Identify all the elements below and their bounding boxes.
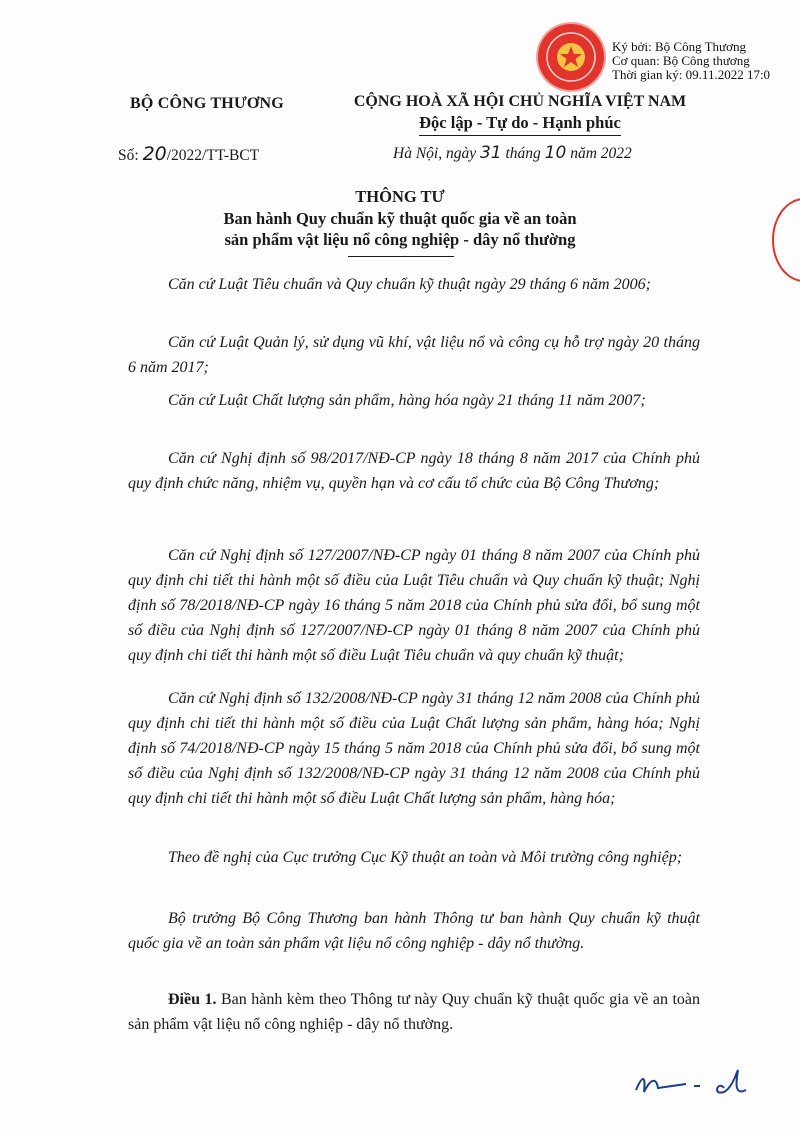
date-month: 10: [544, 143, 567, 163]
national-motto: Độc lập - Tự do - Hạnh phúc: [419, 112, 621, 136]
document-number: [118, 143, 259, 165]
star-emblem-icon: [538, 24, 604, 90]
number-prefix: Số:: [118, 147, 139, 164]
title-underline: [348, 256, 454, 257]
red-seal-stamp: [538, 24, 604, 90]
signed-time: Thời gian ký: 09.11.2022 17:0: [612, 67, 771, 82]
paragraph: Căn cứ Luật Tiêu chuẩn và Quy chuẩn kỹ thuật ngày 29 tháng 6 năm 2006;: [168, 276, 651, 293]
issuing-ministry: BỘ CÔNG THƯƠNG: [130, 95, 284, 112]
number-suffix: /2022/TT-BCT: [166, 147, 260, 164]
handwritten-initials: [628, 1066, 768, 1106]
issue-date: [393, 143, 632, 163]
date-day: 31: [479, 143, 502, 163]
document-title: [0, 208, 800, 250]
paragraph: Căn cứ Luật Chất lượng sản phẩm, hàng hóa ngày 21 tháng 11 năm 2007;: [168, 392, 646, 409]
paragraph: Căn cứ Nghị định số 98/2017/NĐ-CP ngày 18 tháng 8 năm 2017 của Chính phủ quy định chức năng, nhiệm vụ, quyền hạn và cơ cấu tổ chức của Bộ Công Thương;: [128, 450, 700, 492]
title-line-1: Ban hành Quy chuẩn kỹ thuật quốc gia về an toàn: [223, 209, 577, 228]
signing-agency: Cơ quan: Bộ Công thương: [612, 53, 750, 68]
paragraph: Bộ trưởng Bộ Công Thương ban hành Thông tư ban hành Quy chuẩn kỹ thuật quốc gia về an toàn sản phẩm vật liệu nổ công nghiệp - dây nổ thường.: [128, 910, 700, 952]
document-type: THÔNG TƯ: [355, 187, 445, 206]
article-1-label: Điều 1.: [168, 991, 217, 1008]
article-1-text: Ban hành kèm theo Thông tư này Quy chuẩn kỹ thuật quốc gia về an toàn sản phẩm vật liệu nổ công nghiệp - dây nổ thường.: [128, 991, 700, 1033]
date-year: năm 2022: [570, 145, 632, 162]
number-handwritten: 20: [142, 143, 167, 165]
paragraph: Căn cứ Luật Quản lý, sử dụng vũ khí, vật liệu nổ và công cụ hỗ trợ ngày 20 tháng 6 năm 2017;: [128, 334, 700, 376]
paragraph: Căn cứ Nghị định số 132/2008/NĐ-CP ngày 31 tháng 12 năm 2008 của Chính phủ quy định chi tiết thi hành một số điều của Luật Chất lượng sản phẩm, hàng hóa; Nghị định số 74/2018/NĐ-CP ngày 15 tháng 5 năm 2018 của Chính phủ sửa đổi, bổ sung một số điều của Nghị định số 132/2008/NĐ-CP ngày 31 tháng 12 năm 2008 của Chính phủ quy định chi tiết thi hành một số điều Luật Chất lượng sản phẩm, hàng hóa;: [128, 690, 700, 807]
title-line-2: sản phẩm vật liệu nổ công nghiệp - dây nổ thường: [224, 230, 576, 249]
country-name: CỘNG HOÀ XÃ HỘI CHỦ NGHĨA VIỆT NAM: [353, 93, 687, 110]
national-header: [345, 91, 695, 136]
article-1: [128, 987, 700, 1037]
signed-by: Ký bởi: Bộ Công Thương: [612, 40, 746, 54]
paragraph: Theo đề nghị của Cục trưởng Cục Kỹ thuật an toàn và Môi trường công nghiệp;: [168, 849, 683, 866]
paragraph: Căn cứ Nghị định số 127/2007/NĐ-CP ngày 01 tháng 8 năm 2007 của Chính phủ quy định chi tiết thi hành một số điều của Luật Tiêu chuẩn và Quy chuẩn kỹ thuật; Nghị định số 78/2018/NĐ-CP ngày 16 tháng 5 năm 2018 của Chính phủ sửa đổi, bổ sung một số điều của Nghị định số 127/2007/NĐ-CP ngày 01 tháng 8 năm 2007 của Chính phủ quy định chi tiết thi hành một số điều Luật Tiêu chuẩn và quy chuẩn kỹ thuật;: [128, 547, 700, 664]
digital-signature-info: [612, 40, 800, 82]
date-month-label: tháng: [505, 145, 541, 162]
date-prefix: Hà Nội, ngày: [393, 145, 477, 162]
